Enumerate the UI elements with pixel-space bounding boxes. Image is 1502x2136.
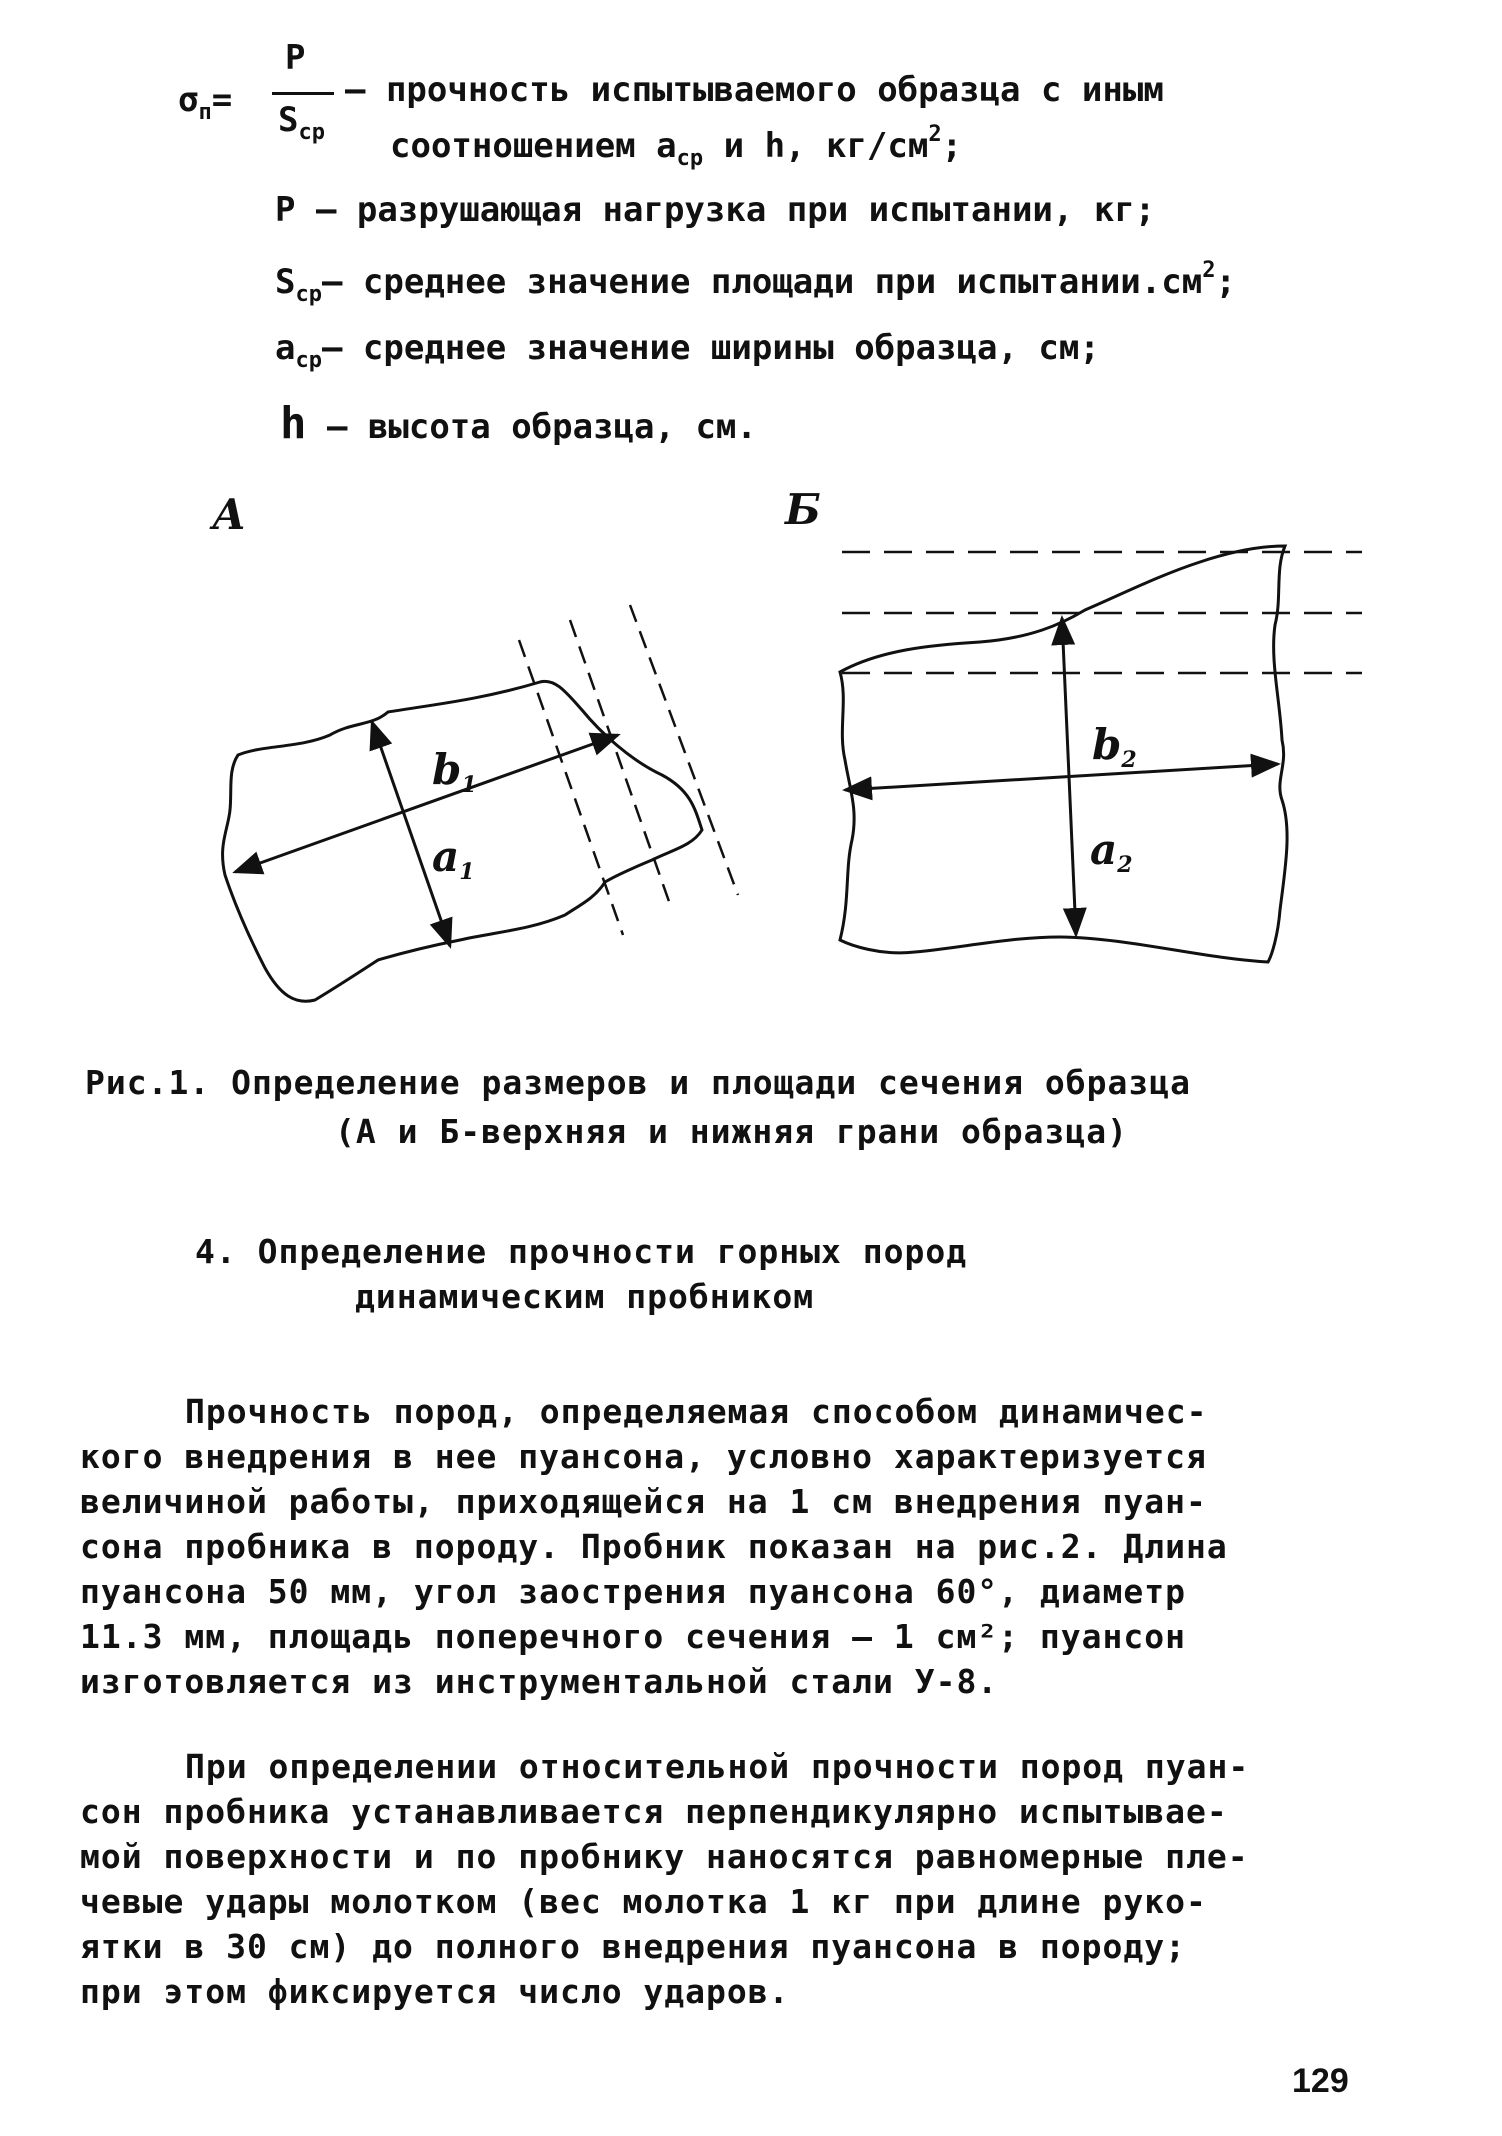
definition-h: h – высота образца, см. <box>280 398 757 449</box>
formula-denominator: $S_{ср}$ <box>278 100 325 145</box>
formula-numerator: P <box>285 38 306 78</box>
figure-label-a: А <box>212 490 247 539</box>
paragraph-line: пуансона 50 мм, угол заострения пуансона 60°, диаметр <box>80 1572 1186 1611</box>
label-b2: $b_2$ <box>1092 720 1137 773</box>
section-heading-line1: 4. Определение прочности горных пород <box>195 1232 968 1271</box>
paragraph-line: сон пробника устанавливается перпендикулярно испытывае- <box>80 1792 1228 1831</box>
paragraph-line: сона пробника в породу. Пробник показан на рис.2. Длина <box>80 1527 1228 1566</box>
sample-a-section-line <box>570 620 672 910</box>
definition-p: P – разрушающая нагрузка при испытании, кг; <box>275 190 1156 230</box>
sample-b-width-arrow <box>845 764 1278 790</box>
paragraph-line: при этом фиксируется число ударов. <box>80 1972 790 2011</box>
paragraph-line: мой поверхности и по пробнику наносятся равномерные пле- <box>80 1837 1249 1876</box>
sample-b-outline <box>840 546 1287 962</box>
paragraph-line: При определении относительной прочности пород пуан- <box>185 1747 1250 1786</box>
paragraph-line: чевые удары молотком (вес молотка 1 кг при длине руко- <box>80 1882 1207 1921</box>
label-a1: $a_1$ <box>432 832 475 885</box>
figure-caption-line1: Рис.1. Определение размеров и площади сечения образца <box>85 1063 1191 1102</box>
label-a2: $a_2$ <box>1090 825 1133 878</box>
paragraph-line: ятки в 30 см) до полного внедрения пуансона в породу; <box>80 1927 1186 1966</box>
sample-a-section-line <box>630 605 738 895</box>
definition-s: $S_{ср}-$ среднее значение площади при $испытании.см^2$; <box>275 258 1236 307</box>
paragraph-line: изготовляется из инструментальной стали У-8. <box>80 1662 999 1701</box>
page-number: 129 <box>1292 2062 1349 2100</box>
formula-description-line2: соотношением $a_{ср}$ и h, $кг/см^2$; <box>390 122 963 171</box>
paragraph-line: величиной работы, приходящейся на 1 см внедрения пуан- <box>80 1482 1207 1521</box>
formula-lhs: $\sigma_п=$ <box>178 80 233 125</box>
paragraph-line: кого внедрения в нее пуансона, условно характеризуется <box>80 1437 1207 1476</box>
formula-description-line1: – прочность испытываемого образца с иным <box>345 70 1164 110</box>
definition-a: $a_{ср}-$ среднее значение ширины образца, см; <box>275 328 1100 373</box>
paragraph-line: Прочность пород, определяемая способом динамичес- <box>185 1392 1208 1431</box>
figure-label-b: Б <box>785 485 821 534</box>
section-heading-line2: динамическим пробником <box>355 1277 815 1316</box>
paragraph-line: 11.3 мм, площадь поперечного сечения – 1 см²; пуансон <box>80 1617 1186 1656</box>
label-b1: $b_1$ <box>432 745 477 798</box>
figure-caption-line2: (А и Б-верхняя и нижняя грани образца) <box>335 1112 1128 1151</box>
